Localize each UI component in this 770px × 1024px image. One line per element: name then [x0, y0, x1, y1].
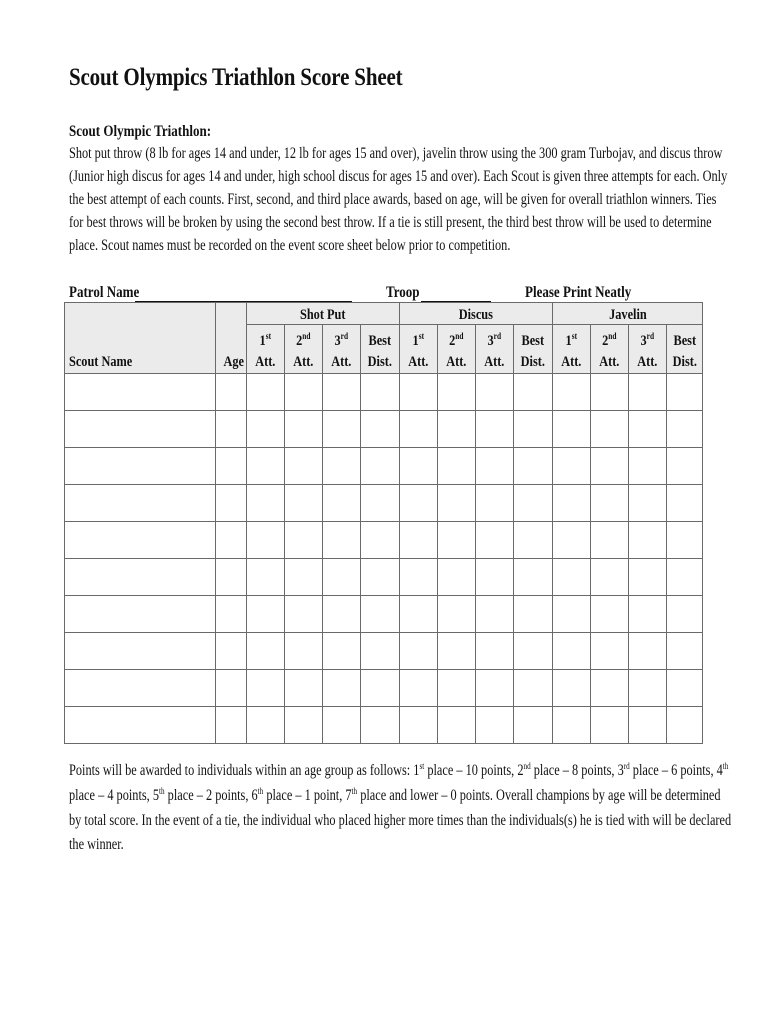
shot-put-header: Shot Put [247, 303, 400, 325]
discus-att-3-cell[interactable] [476, 374, 514, 411]
shot-put-att-1-cell[interactable] [247, 485, 285, 522]
print-neatly-note: Please Print Neatly [525, 284, 632, 301]
discus-att-1-cell[interactable] [400, 485, 438, 522]
javelin-best-cell[interactable] [667, 596, 703, 633]
age-cell[interactable] [216, 522, 247, 559]
javelin-att-3-cell[interactable] [629, 596, 667, 633]
javelin-att-1-cell[interactable] [553, 374, 591, 411]
javelin-att-2-header: 2nd Att. [591, 325, 629, 374]
shot-put-best-header: Best Dist. [361, 325, 400, 374]
shot-put-att-2-cell[interactable] [285, 670, 323, 707]
discus-att-1-cell[interactable] [400, 670, 438, 707]
shot-put-best-cell[interactable] [361, 707, 400, 744]
javelin-best-cell[interactable] [667, 411, 703, 448]
section-heading-text: Scout Olympic Triathlon: [69, 123, 212, 140]
shot-put-att-1-cell[interactable] [247, 559, 285, 596]
age-cell[interactable] [216, 670, 247, 707]
discus-att-3-cell[interactable] [476, 485, 514, 522]
javelin-best-cell[interactable] [667, 670, 703, 707]
shot-put-best-cell[interactable] [361, 633, 400, 670]
scout-name-cell[interactable] [65, 411, 216, 448]
table-row [65, 596, 703, 633]
table-row [65, 707, 703, 744]
patrol-name-label: Patrol Name [69, 284, 140, 301]
javelin-best-cell[interactable] [667, 522, 703, 559]
discus-att-1-header: 1st Att. [400, 325, 438, 374]
age-cell[interactable] [216, 633, 247, 670]
discus-att-2-cell[interactable] [438, 522, 476, 559]
javelin-att-3-cell[interactable] [629, 411, 667, 448]
javelin-att-3-cell[interactable] [629, 559, 667, 596]
intro-line-5: place. Scout names must be recorded on the event score sheet below prior to competition. [69, 237, 511, 254]
table-row [65, 559, 703, 596]
javelin-header: Javelin [553, 303, 703, 325]
scout-name-cell[interactable] [65, 448, 216, 485]
discus-att-2-cell[interactable] [438, 374, 476, 411]
age-cell[interactable] [216, 559, 247, 596]
javelin-att-2-cell[interactable] [591, 633, 629, 670]
intro-line-1: Shot put throw (8 lb for ages 14 and under, 12 lb for ages 15 and over), javelin throw using the 300 gram Turbojav, and discus throw [69, 145, 723, 162]
javelin-best-cell[interactable] [667, 448, 703, 485]
shot-put-att-2-cell[interactable] [285, 596, 323, 633]
troop-label: Troop [386, 284, 420, 301]
shot-put-best-cell[interactable] [361, 374, 400, 411]
shot-put-best-cell[interactable] [361, 411, 400, 448]
javelin-att-2-cell[interactable] [591, 485, 629, 522]
javelin-att-3-cell[interactable] [629, 633, 667, 670]
discus-att-1-cell[interactable] [400, 559, 438, 596]
discus-best-cell[interactable] [514, 596, 553, 633]
discus-att-2-cell[interactable] [438, 485, 476, 522]
javelin-att-3-cell[interactable] [629, 448, 667, 485]
shot-put-att-2-cell[interactable] [285, 448, 323, 485]
scout-name-cell[interactable] [65, 670, 216, 707]
shot-put-best-cell[interactable] [361, 559, 400, 596]
shot-put-att-3-cell[interactable] [323, 522, 361, 559]
table-row [65, 522, 703, 559]
javelin-att-1-cell[interactable] [553, 522, 591, 559]
scout-name-cell[interactable] [65, 707, 216, 744]
shot-put-att-1-cell[interactable] [247, 522, 285, 559]
shot-put-att-2-header: 2nd Att. [285, 325, 323, 374]
shot-put-att-1-cell[interactable] [247, 633, 285, 670]
javelin-att-1-cell[interactable] [553, 559, 591, 596]
scout-name-cell[interactable] [65, 522, 216, 559]
intro-line-3: the best attempt of each counts. First, second, and third place awards, based on age, will be given for overall triathlon winners. Ties [69, 191, 717, 208]
scout-name-cell[interactable] [65, 374, 216, 411]
javelin-best-header: Best Dist. [667, 325, 703, 374]
discus-att-2-cell[interactable] [438, 411, 476, 448]
shot-put-best-cell[interactable] [361, 485, 400, 522]
javelin-att-3-cell[interactable] [629, 522, 667, 559]
points-line-3: by total score. In the event of a tie, the individual who placed higher more times than the individuals(s) he is tied with will be declared [69, 812, 732, 829]
discus-best-cell[interactable] [514, 448, 553, 485]
shot-put-best-cell[interactable] [361, 596, 400, 633]
shot-put-att-2-cell[interactable] [285, 411, 323, 448]
javelin-best-cell[interactable] [667, 374, 703, 411]
table-row [65, 670, 703, 707]
shot-put-att-2-cell[interactable] [285, 559, 323, 596]
discus-att-2-cell[interactable] [438, 448, 476, 485]
discus-best-cell[interactable] [514, 670, 553, 707]
shot-put-att-2-cell[interactable] [285, 707, 323, 744]
discus-best-cell[interactable] [514, 485, 553, 522]
javelin-att-1-cell[interactable] [553, 485, 591, 522]
scout-name-cell[interactable] [65, 559, 216, 596]
javelin-best-cell[interactable] [667, 633, 703, 670]
discus-best-cell[interactable] [514, 522, 553, 559]
shot-put-att-1-cell[interactable] [247, 374, 285, 411]
table-row [65, 411, 703, 448]
discus-att-2-cell[interactable] [438, 670, 476, 707]
shot-put-att-3-cell[interactable] [323, 485, 361, 522]
shot-put-att-3-cell[interactable] [323, 670, 361, 707]
shot-put-best-cell[interactable] [361, 522, 400, 559]
discus-att-3-cell[interactable] [476, 411, 514, 448]
age-header: Age [216, 303, 247, 374]
shot-put-att-1-header: 1st Att. [247, 325, 285, 374]
discus-best-cell[interactable] [514, 374, 553, 411]
shot-put-att-3-cell[interactable] [323, 448, 361, 485]
discus-att-3-cell[interactable] [476, 670, 514, 707]
javelin-att-2-cell[interactable] [591, 707, 629, 744]
shot-put-att-1-cell[interactable] [247, 448, 285, 485]
discus-att-3-cell[interactable] [476, 707, 514, 744]
discus-att-1-cell[interactable] [400, 374, 438, 411]
javelin-best-cell[interactable] [667, 485, 703, 522]
points-line-2: place – 4 points, 5th place – 2 points, 6th place – 1 point, 7th place and lower – 0 points. Overall champions by age will be determined [69, 786, 721, 804]
discus-att-1-cell[interactable] [400, 707, 438, 744]
page-title [69, 64, 466, 96]
discus-att-2-cell[interactable] [438, 707, 476, 744]
javelin-att-1-cell[interactable] [553, 707, 591, 744]
javelin-att-2-cell[interactable] [591, 596, 629, 633]
scout-name-cell[interactable] [65, 596, 216, 633]
table-row [65, 633, 703, 670]
javelin-att-2-cell[interactable] [591, 448, 629, 485]
javelin-att-2-cell[interactable] [591, 522, 629, 559]
shot-put-att-3-cell[interactable] [323, 559, 361, 596]
javelin-att-2-cell[interactable] [591, 411, 629, 448]
javelin-best-cell[interactable] [667, 707, 703, 744]
javelin-att-1-cell[interactable] [553, 633, 591, 670]
age-cell[interactable] [216, 596, 247, 633]
javelin-best-cell[interactable] [667, 559, 703, 596]
section-heading [69, 123, 238, 141]
shot-put-att-1-cell[interactable] [247, 707, 285, 744]
discus-att-3-cell[interactable] [476, 596, 514, 633]
discus-att-3-cell[interactable] [476, 559, 514, 596]
javelin-att-2-cell[interactable] [591, 559, 629, 596]
discus-best-cell[interactable] [514, 411, 553, 448]
discus-att-3-cell[interactable] [476, 633, 514, 670]
score-table [64, 302, 703, 744]
discus-att-1-cell[interactable] [400, 411, 438, 448]
shot-put-att-3-cell[interactable] [323, 707, 361, 744]
age-cell[interactable] [216, 448, 247, 485]
scout-name-header: Scout Name [65, 303, 216, 374]
shot-put-att-3-cell[interactable] [323, 596, 361, 633]
discus-att-1-cell[interactable] [400, 448, 438, 485]
scout-name-cell[interactable] [65, 633, 216, 670]
discus-best-header: Best Dist. [514, 325, 553, 374]
discus-att-2-cell[interactable] [438, 596, 476, 633]
javelin-att-1-header: 1st Att. [553, 325, 591, 374]
discus-att-1-cell[interactable] [400, 522, 438, 559]
javelin-att-3-header: 3rd Att. [629, 325, 667, 374]
age-cell[interactable] [216, 374, 247, 411]
javelin-att-3-cell[interactable] [629, 485, 667, 522]
shot-put-att-1-cell[interactable] [247, 596, 285, 633]
javelin-att-2-cell[interactable] [591, 670, 629, 707]
shot-put-att-3-cell[interactable] [323, 633, 361, 670]
shot-put-best-cell[interactable] [361, 448, 400, 485]
age-cell[interactable] [216, 707, 247, 744]
discus-att-1-cell[interactable] [400, 633, 438, 670]
shot-put-att-2-cell[interactable] [285, 633, 323, 670]
javelin-att-3-cell[interactable] [629, 374, 667, 411]
age-cell[interactable] [216, 411, 247, 448]
shot-put-best-cell[interactable] [361, 670, 400, 707]
javelin-att-1-cell[interactable] [553, 670, 591, 707]
points-line-4: the winner. [69, 836, 124, 853]
shot-put-att-1-cell[interactable] [247, 411, 285, 448]
shot-put-att-2-cell[interactable] [285, 374, 323, 411]
javelin-att-1-cell[interactable] [553, 448, 591, 485]
discus-att-2-cell[interactable] [438, 559, 476, 596]
discus-best-cell[interactable] [514, 633, 553, 670]
scout-name-cell[interactable] [65, 485, 216, 522]
discus-att-1-cell[interactable] [400, 596, 438, 633]
discus-best-cell[interactable] [514, 559, 553, 596]
javelin-att-2-cell[interactable] [591, 374, 629, 411]
table-row [65, 448, 703, 485]
age-cell[interactable] [216, 485, 247, 522]
discus-header: Discus [400, 303, 553, 325]
intro-line-4: for best throws will be broken by using the second best throw. If a tie is still present, the third best throw will be used to determine [69, 214, 712, 231]
table-row [65, 485, 703, 522]
discus-att-2-header: 2nd Att. [438, 325, 476, 374]
shot-put-att-1-cell[interactable] [247, 670, 285, 707]
javelin-att-1-cell[interactable] [553, 596, 591, 633]
discus-att-3-cell[interactable] [476, 522, 514, 559]
shot-put-att-3-cell[interactable] [323, 374, 361, 411]
discus-best-cell[interactable] [514, 707, 553, 744]
shot-put-att-2-cell[interactable] [285, 485, 323, 522]
shot-put-att-3-cell[interactable] [323, 411, 361, 448]
discus-att-3-header: 3rd Att. [476, 325, 514, 374]
shot-put-att-3-header: 3rd Att. [323, 325, 361, 374]
points-line-1: Points will be awarded to individuals within an age group as follows: 1st place – 10 points, 2nd place – 8 points, 3rd place – 6 points, 4th [69, 761, 729, 779]
page-title-text: Scout Olympics Triathlon Score Sheet [69, 64, 403, 91]
discus-att-2-cell[interactable] [438, 633, 476, 670]
table-row [65, 374, 703, 411]
score-rows [65, 374, 703, 744]
javelin-att-3-cell[interactable] [629, 670, 667, 707]
discus-att-3-cell[interactable] [476, 448, 514, 485]
shot-put-att-2-cell[interactable] [285, 522, 323, 559]
javelin-att-1-cell[interactable] [553, 411, 591, 448]
intro-line-2: (Junior high discus for ages 14 and under, high school discus for ages 15 and over). Each Scout is given three attempts for each. Only [69, 168, 728, 185]
javelin-att-3-cell[interactable] [629, 707, 667, 744]
